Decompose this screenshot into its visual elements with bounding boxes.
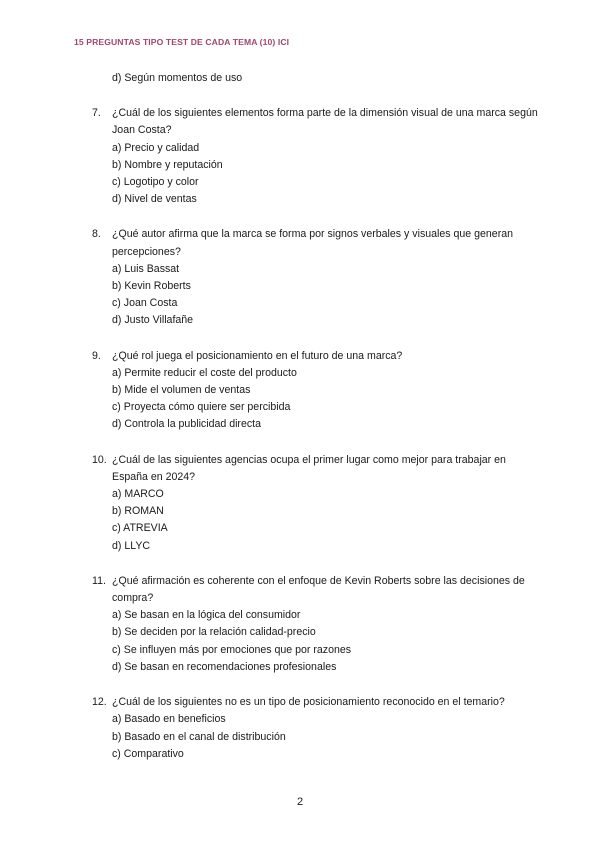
question-list — [92, 70, 542, 763]
question-line — [92, 694, 542, 711]
answer-option: c) Joan Costa — [112, 297, 178, 310]
answer-option: d) Se basan en recomendaciones profesionales — [112, 660, 337, 673]
answer-option: a) Luis Bassat — [112, 262, 180, 275]
question-number: 10. — [92, 453, 107, 466]
question-item — [92, 452, 542, 555]
answer-options — [92, 486, 542, 555]
answer-option: b) Basado en el canal de distribución — [112, 730, 286, 743]
question-line — [92, 105, 542, 139]
answer-option: c) Comparativo — [112, 747, 184, 760]
answer-option: b) Mide el volumen de ventas — [112, 384, 251, 397]
answer-options — [92, 711, 542, 763]
question-item — [92, 348, 542, 434]
question-item — [92, 694, 542, 763]
answer-options — [92, 365, 542, 434]
answer-option: a) Se basan en la lógica del consumidor — [112, 609, 301, 622]
question-number: 8. — [92, 228, 101, 241]
question-number: 9. — [92, 349, 101, 362]
answer-option: b) Nombre y reputación — [112, 158, 223, 171]
answer-option: c) Logotipo y color — [112, 176, 199, 189]
page-number: 2 — [296, 796, 304, 808]
answer-option: a) Precio y calidad — [112, 141, 200, 154]
answer-option: a) Basado en beneficios — [112, 713, 226, 726]
continued-option: d) Según momentos de uso — [112, 72, 243, 84]
question-item — [92, 105, 542, 208]
question-item — [92, 226, 542, 329]
answer-option: d) Nivel de ventas — [112, 193, 197, 206]
question-text: ¿Cuál de los siguientes elementos forma parte de la dimensión visual de una marca según Joan Costa? — [112, 107, 538, 137]
questions-container — [92, 105, 542, 763]
question-text: ¿Qué afirmación es coherente con el enfoque de Kevin Roberts sobre las decisiones de compra? — [112, 574, 525, 605]
answer-option: c) Se influyen más por emociones que por razones — [112, 643, 352, 656]
answer-option: d) LLYC — [112, 539, 151, 552]
answer-option: d) Justo Villafañe — [112, 314, 194, 327]
answer-option: a) MARCO — [112, 488, 164, 501]
question-number: 12. — [92, 696, 107, 709]
answer-option: c) ATREVIA — [112, 522, 168, 535]
question-line — [92, 226, 542, 260]
question-number: 7. — [92, 107, 101, 120]
question-text: ¿Qué rol juega el posicionamiento en el futuro de una marca? — [112, 349, 403, 362]
question-line — [92, 573, 542, 607]
question-line — [92, 348, 542, 365]
answer-options — [92, 140, 542, 209]
question-text: ¿Cuál de las siguientes agencias ocupa el primer lugar como mejor para trabajar en España en 2024? — [112, 453, 506, 483]
question-line — [92, 452, 542, 486]
answer-option: c) Proyecta cómo quiere ser percibida — [112, 401, 291, 414]
answer-options — [92, 607, 542, 676]
answer-option: d) Controla la publicidad directa — [112, 418, 261, 431]
question-text: ¿Qué autor afirma que la marca se forma por signos verbales y visuales que generan percepciones? — [112, 228, 514, 258]
question-number: 11. — [92, 574, 106, 587]
question-item — [92, 573, 542, 676]
answer-options — [92, 261, 542, 330]
answer-option: b) Se deciden por la relación calidad-precio — [112, 626, 316, 639]
page-header: 15 PREGUNTAS TIPO TEST DE CADA TEMA (10) ICI — [74, 37, 290, 47]
question-text: ¿Cuál de los siguientes no es un tipo de posicionamiento reconocido en el temario? — [112, 696, 505, 709]
answer-option: b) ROMAN — [112, 505, 164, 518]
answer-option: a) Permite reducir el coste del producto — [112, 366, 297, 379]
answer-option: b) Kevin Roberts — [112, 280, 191, 293]
